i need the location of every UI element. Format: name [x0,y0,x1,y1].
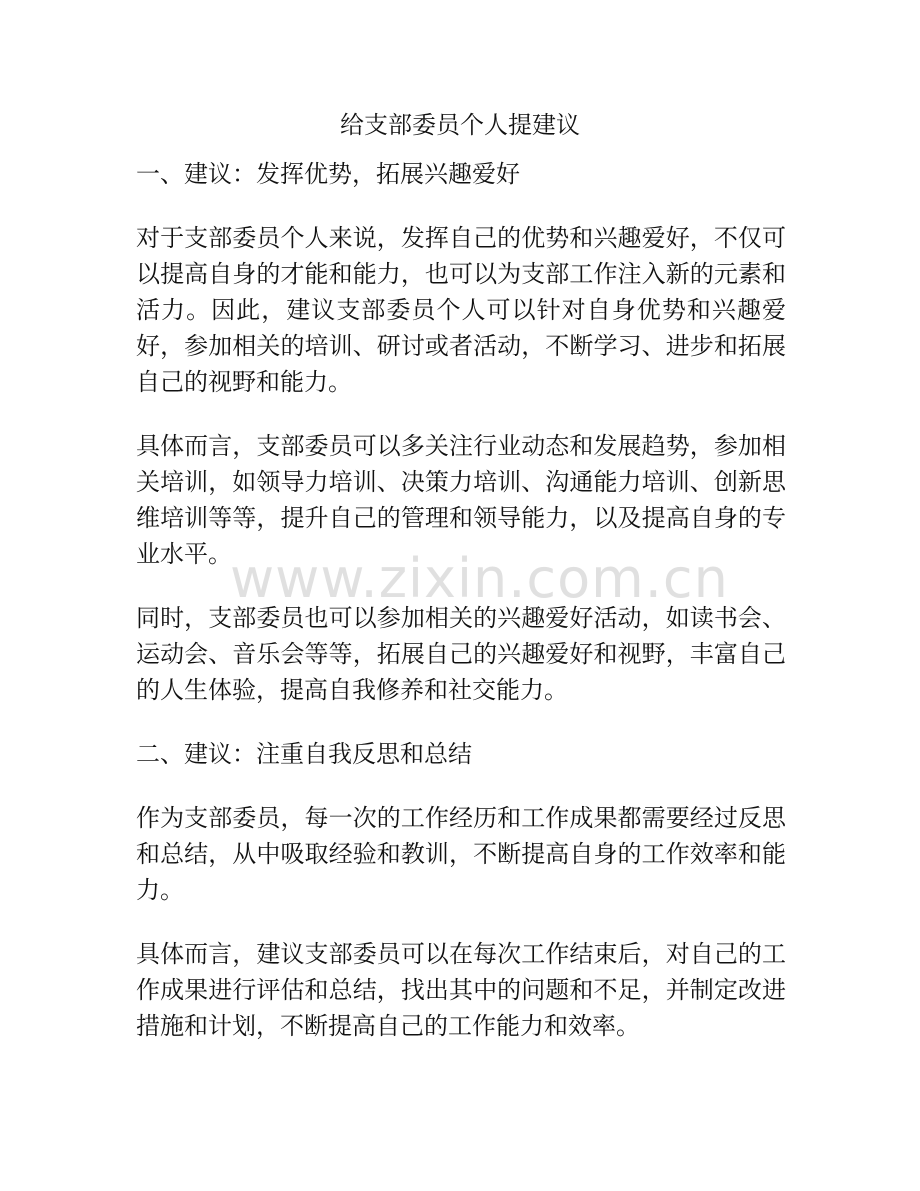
document-title: 给支部委员个人提建议 [340,111,580,139]
section-heading: 一、建议：发挥优势，拓展兴趣爱好 [136,160,520,188]
paragraph: 作为支部委员，每一次的工作经历和工作成果都需要经过反思和总结，从中吸取经验和教训，不断提高自身的工作效率和能力。 [136,804,786,904]
document-body [136,156,786,1072]
section-heading: 二、建议：注重自我反思和总结 [136,740,472,768]
paragraph: 具体而言，建议支部委员可以在每次工作结束后，对自己的工作成果进行评估和总结，找出其中的问题和不足，并制定改进措施和计划，不断提高自己的工作能力和效率。 [136,940,786,1040]
paragraph: 同时，支部委员也可以参加相关的兴趣爱好活动，如读书会、运动会、音乐会等等，拓展自己的兴趣爱好和视野，丰富自己的人生体验，提高自我修养和社交能力。 [136,604,786,704]
paragraph: 对于支部委员个人来说，发挥自己的优势和兴趣爱好，不仅可以提高自身的才能和能力，也可以为支部工作注入新的元素和活力。因此，建议支部委员个人可以针对自身优势和兴趣爱好，参加相关的培训、研讨或者活动，不断学习、进步和拓展自己的视野和能力。 [136,224,786,396]
watermark: www.zixin.com.cn [230,547,729,610]
paragraph: 具体而言，支部委员可以多关注行业动态和发展趋势，参加相关培训，如领导力培训、决策力培训、沟通能力培训、创新思维培训等等，提升自己的管理和领导能力，以及提高自身的专业水平。 [136,432,786,568]
section-1 [136,156,786,708]
section-2 [136,736,786,1044]
